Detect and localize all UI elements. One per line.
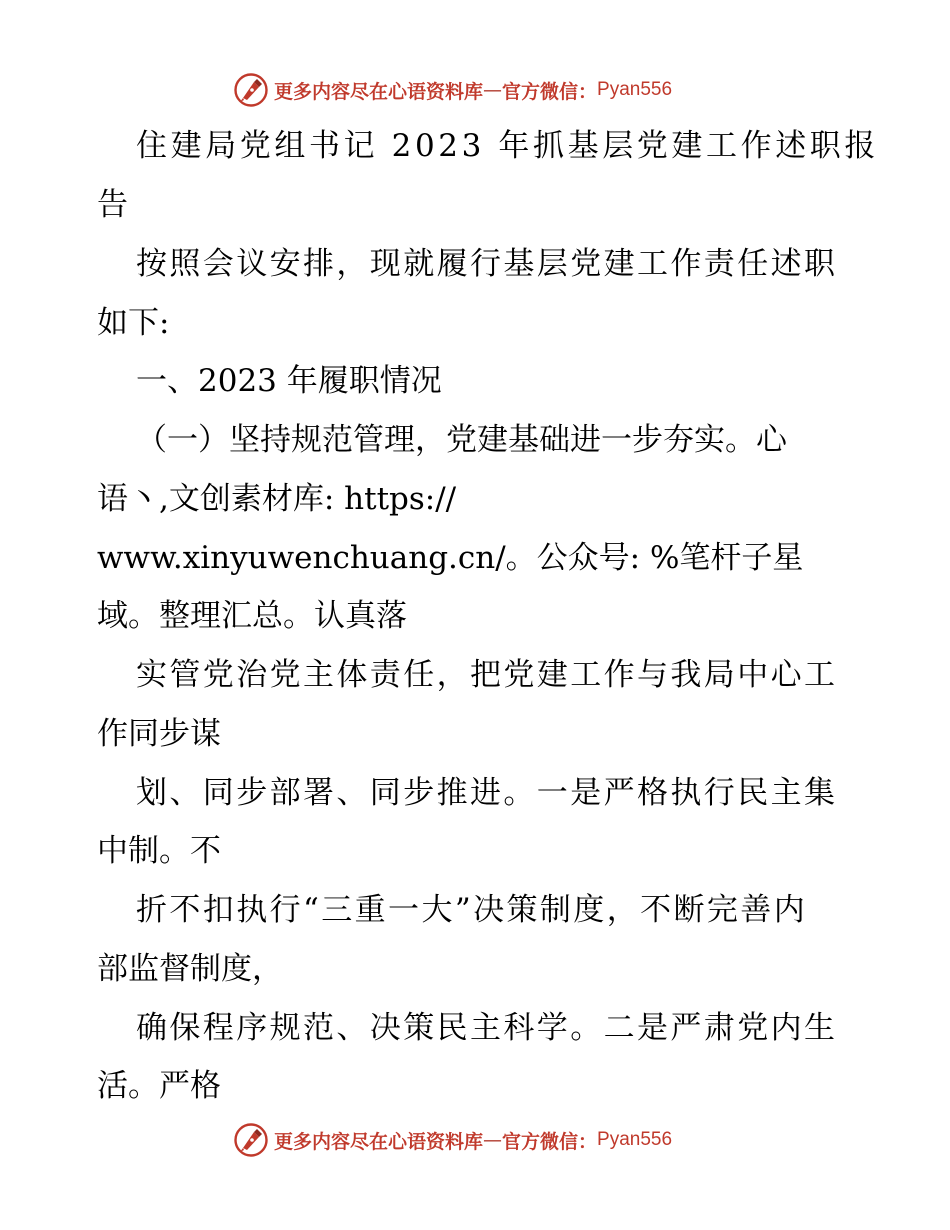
wechat-label: 官方微信： [502, 80, 598, 103]
paragraph-line: 折不扣执行“三重一大”决策制度，不断完善内 [136, 892, 808, 928]
banner-text: 更多内容尽在心语资料库 [274, 80, 484, 103]
wechat-id: Pyan556 [597, 1129, 673, 1150]
paragraph-line: 按照会议安排，现就履行基层党建工作责任述职 [136, 246, 838, 282]
wechat-id: Pyan556 [597, 79, 673, 100]
footer-banner[interactable] [234, 1122, 672, 1158]
paragraph-line: 作同步谋 [97, 716, 221, 752]
paragraph-line: 实管党治党主体责任，把党建工作与我局中心工 [136, 657, 838, 693]
paragraph-line: 划、同步部署、同步推进。一是严格执行民主集 [136, 775, 838, 811]
section-heading: 一、2023 年履职情况 [136, 363, 442, 399]
banner-text: 更多内容尽在心语资料库 [274, 1130, 484, 1153]
paragraph-line: 如下: [97, 305, 170, 341]
paragraph-line: 域。整理汇总。认真落 [97, 598, 407, 634]
wechat-label: 官方微信： [502, 1130, 598, 1153]
doc-title-line-2: 告 [97, 187, 128, 223]
paragraph-line: 中制。不 [97, 833, 221, 869]
paragraph-line: 部监督制度， [97, 951, 283, 987]
paragraph-line: 语丶,文创素材库: https:// [97, 481, 457, 517]
banner-separator: — [483, 79, 503, 101]
pen-nib-logo-icon [234, 1123, 268, 1157]
paragraph-line: 确保程序规范、决策民主科学。二是严肃党内生 [136, 1010, 838, 1046]
doc-title-line-1: 住建局党组书记 2023 年抓基层党建工作述职报 [136, 128, 879, 164]
banner-separator: — [483, 1129, 503, 1151]
subsection-heading: （一）坚持规范管理，党建基础进一步夯实。心 [136, 422, 787, 458]
paragraph-line: 活。严格 [97, 1068, 221, 1104]
paragraph-line: www.xinyuwenchuang.cn/。公众号: %笔杆子星 [97, 540, 804, 576]
